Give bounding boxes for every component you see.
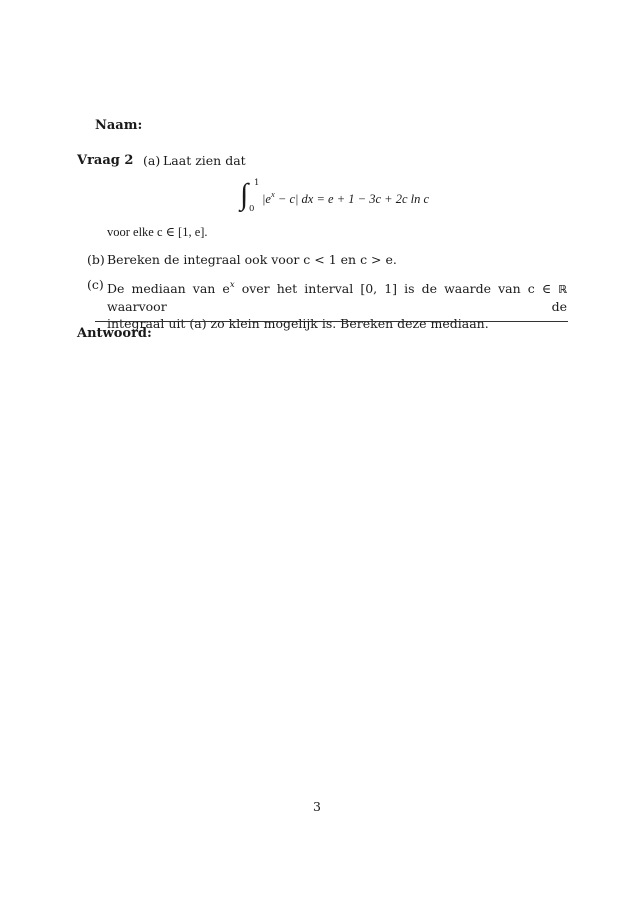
integral-sign: ∫ [240, 178, 249, 211]
part-c-exponent: x [229, 280, 235, 290]
part-c-line1b: over het interval [0, 1] is de waarde van c ∈ [234, 281, 559, 296]
part-a-marker: (a) [143, 153, 161, 168]
part-c-text [107, 277, 567, 332]
reals-symbol: ℝ [558, 283, 568, 296]
integrand-part1: |e [262, 192, 271, 206]
lower-limit: 0 [249, 204, 255, 214]
page-number: 3 [313, 799, 321, 814]
part-a-condition: voor elke c ∈ [1, e]. [107, 225, 208, 239]
part-c-line2: integraal uit (a) zo klein mogelijk is. Bereken deze mediaan. [107, 316, 489, 331]
part-b-text: Bereken de integraal ook voor c < 1 en c > e. [107, 252, 397, 267]
answer-label: Antwoord: [77, 326, 152, 341]
integral-formula [240, 180, 460, 216]
part-c-line1a: De mediaan van e [107, 281, 230, 296]
integrand-part2: − c| dx [274, 192, 314, 206]
divider-line [95, 321, 568, 322]
part-a-intro: Laat zien dat [163, 153, 246, 168]
upper-limit: 1 [254, 178, 260, 188]
part-c-marker: (c) [87, 277, 104, 292]
part-b-marker: (b) [87, 252, 105, 267]
integrand-exponent: x [270, 189, 275, 199]
formula-rhs: = e + 1 − 3c + 2c ln c [316, 192, 430, 206]
name-label: Naam: [95, 118, 143, 133]
part-c-line1c: waarvoor de [107, 299, 567, 314]
question-label: Vraag 2 [77, 153, 134, 168]
